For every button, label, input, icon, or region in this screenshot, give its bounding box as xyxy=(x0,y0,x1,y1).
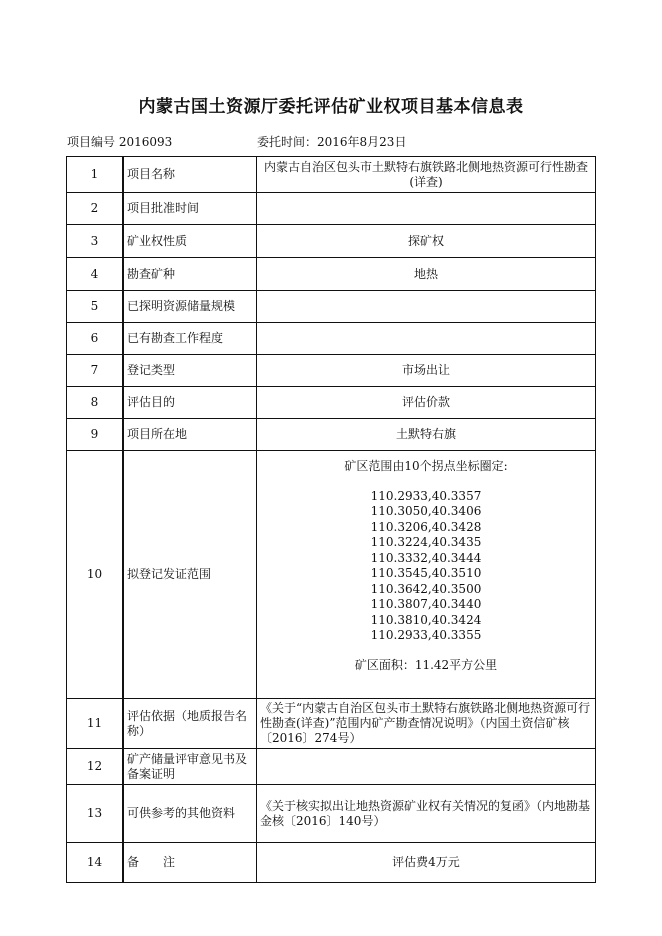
row-number: 10 xyxy=(67,451,124,699)
row-value xyxy=(257,291,596,323)
row-number: 1 xyxy=(67,157,124,193)
row-number: 4 xyxy=(67,258,124,291)
coordinate: 110.3224,40.3435 xyxy=(370,535,482,549)
table-row xyxy=(67,419,596,451)
row-label: 勘查矿种 xyxy=(123,258,257,291)
row-value xyxy=(257,749,596,785)
coordinate: 110.3642,40.3500 xyxy=(370,581,482,596)
row-label: 已有勘查工作程度 xyxy=(123,323,257,355)
row-number: 14 xyxy=(67,843,124,883)
row-label: 项目所在地 xyxy=(123,419,257,451)
row-label: 拟登记发证范围 xyxy=(123,451,257,699)
row-number: 11 xyxy=(67,699,124,749)
row-number: 7 xyxy=(67,355,124,387)
row-number: 13 xyxy=(67,785,124,843)
coordinate: 110.3545,40.3510 xyxy=(370,566,482,580)
coordinate-intro: 矿区范围由10个拐点坐标圈定: xyxy=(344,459,508,473)
table-row xyxy=(67,258,596,291)
row-number: 2 xyxy=(67,193,124,225)
row-label: 项目名称 xyxy=(123,157,257,193)
table-row xyxy=(67,291,596,323)
table-row xyxy=(67,323,596,355)
table-row xyxy=(67,225,596,258)
row-value: 内蒙古自治区包头市土默特右旗铁路北侧地热资源可行性勘查(详查) xyxy=(257,157,596,193)
row-label: 可供参考的其他资料 xyxy=(123,785,257,843)
row-label: 矿业权性质 xyxy=(123,225,257,258)
coordinate: 110.3050,40.3406 xyxy=(370,504,482,518)
row-label: 备 注 xyxy=(123,843,257,883)
row-value: 《关于“内蒙古自治区包头市土默特右旗铁路北侧地热资源可行性勘查(详查)”范围内矿产勘查情况说明》（内国土资信矿核〔2016〕274号） xyxy=(257,699,596,749)
coordinate: 110.2933,40.3357 xyxy=(370,488,482,503)
page-title: 内蒙古国土资源厅委托评估矿业权项目基本信息表 xyxy=(138,97,524,117)
row-number: 5 xyxy=(67,291,124,323)
row-value: 评估费4万元 xyxy=(257,843,596,883)
table-row xyxy=(67,193,596,225)
row-value: 评估价款 xyxy=(257,387,596,419)
row-number: 8 xyxy=(67,387,124,419)
row-label: 登记类型 xyxy=(123,355,257,387)
row-label: 项目批准时间 xyxy=(123,193,257,225)
info-table xyxy=(66,156,596,883)
table-row xyxy=(67,699,596,749)
row-label: 评估依据（地质报告名称） xyxy=(123,699,257,749)
coordinate: 110.3332,40.3444 xyxy=(370,550,482,565)
coordinate-list xyxy=(257,451,596,699)
coordinate: 110.3807,40.3440 xyxy=(370,597,482,611)
row-value: 地热 xyxy=(257,258,596,291)
row-value xyxy=(257,193,596,225)
coordinate: 110.3810,40.3424 xyxy=(370,612,482,627)
coordinate: 110.3206,40.3428 xyxy=(370,519,482,534)
table-row xyxy=(67,451,596,699)
row-label: 评估目的 xyxy=(123,387,257,419)
table-row xyxy=(67,749,596,785)
table-row xyxy=(67,843,596,883)
row-value: 《关于核实拟出让地热资源矿业权有关情况的复函》（内地勘基金核〔2016〕140号） xyxy=(257,785,596,843)
row-value: 市场出让 xyxy=(257,355,596,387)
row-number: 9 xyxy=(67,419,124,451)
row-number: 6 xyxy=(67,323,124,355)
table-row xyxy=(67,387,596,419)
row-value: 探矿权 xyxy=(257,225,596,258)
coordinate: 110.2933,40.3355 xyxy=(370,628,482,642)
row-value xyxy=(257,323,596,355)
table-row xyxy=(67,355,596,387)
row-label: 已探明资源储量规模 xyxy=(123,291,257,323)
entrust-time: 委托时间：2016年8月23日 xyxy=(257,135,407,149)
row-value: 土默特右旗 xyxy=(257,419,596,451)
project-number: 项目编号 2016093 xyxy=(67,135,173,149)
row-number: 12 xyxy=(67,749,124,785)
mine-area: 矿区面积：11.42平方公里 xyxy=(354,657,498,672)
table-row xyxy=(67,785,596,843)
row-label: 矿产储量评审意见书及备案证明 xyxy=(123,749,257,785)
row-number: 3 xyxy=(67,225,124,258)
table-row xyxy=(67,157,596,193)
